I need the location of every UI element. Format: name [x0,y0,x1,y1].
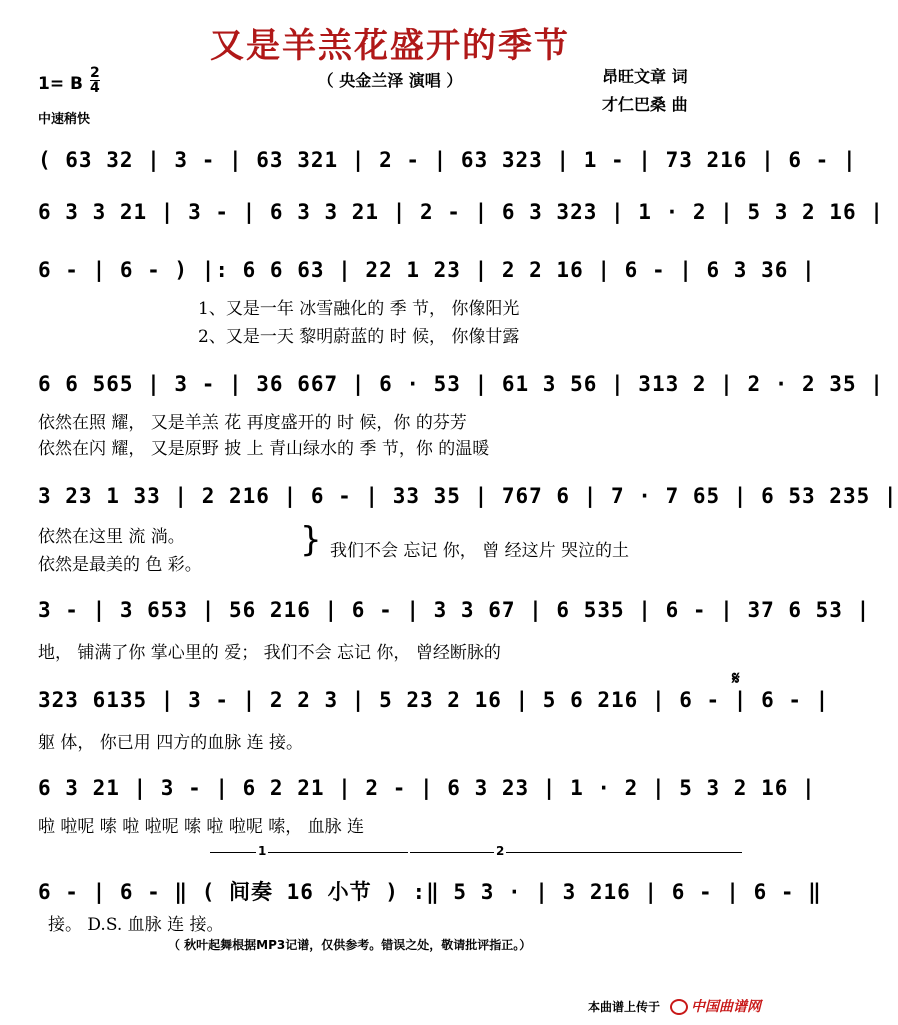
volta-1-label: 1 [258,844,267,858]
lyric-row-3-verse-2: 2、又是一天 黎明蔚蓝的 时 候， 你像甘露 [198,327,520,347]
lyric-row-9: 接。 D.S. 血脉 连 接。 [48,915,224,935]
lyricist-credit: 昂旺文章 词 [602,67,688,86]
key-signature: 1= B [38,74,83,94]
score-row-4: 6 6 565 | 3 - | 36 667 | 6 · 53 | 61 3 56 | 313 2 | 2 · 2 35 | [38,372,884,396]
song-title: 又是羊羔花盛开的季节 [210,26,570,66]
singer-credit: （ 央金兰泽 演唱 ） [317,71,463,90]
time-sig-bottom: 4 [90,80,100,96]
score-row-6: 3 - | 3 653 | 56 216 | 6 - | 3 3 67 | 6 535 | 6 - | 37 6 53 | [38,598,871,622]
lyric-row-8: 啦 啦呢 嗦 啦 啦呢 嗦 啦 啦呢 嗦， 血脉 连 [38,817,365,837]
score-row-1: ( 63 32 | 3 - | 63 321 | 2 - | 63 323 | 1 - | 73 216 | 6 - | [38,148,857,172]
lyric-row-5-verse-1: 依然在这里 流 淌。 [38,527,185,547]
volta-1-line [210,852,408,853]
transcription-note: （ 秋叶起舞根据MP3记谱，仅供参考。错误之处，敬请批评指正。） [168,938,532,952]
brace: } [300,520,322,560]
tempo-marking: 中速稍快 [38,112,91,127]
lyric-row-5-shared: 我们不会 忘记 你， 曾 经这片 哭泣的土 [330,541,630,561]
lyric-row-7: 躯 体， 你已用 四方的血脉 连 接。 [38,733,304,753]
lyric-row-6: 地， 铺满了你 掌心里的 爱； 我们不会 忘记 你， 曾经断脉的 [38,643,501,663]
volta-2-label: 2 [496,844,505,858]
score-row-8: 6 3 21 | 3 - | 6 2 21 | 2 - | 6 3 23 | 1 · 2 | 5 3 2 16 | [38,776,816,800]
logo-icon [670,999,688,1015]
site-name: 中国曲谱网 [691,999,761,1015]
score-row-9: 6 - | 6 - ‖ ( 间奏 16 小节 ) :‖ 5 3 · | 3 216 | 6 - | 6 - ‖ [38,880,822,904]
score-row-7: 323 6135 | 3 - | 2 2 3 | 5 23 2 16 | 5 6 216 | 6 - | 6 - | [38,688,830,712]
footer-upload-text: 本曲谱上传于 [588,1000,661,1014]
volta-2-line [410,852,742,853]
site-logo[interactable] [670,996,761,1016]
score-row-3: 6 - | 6 - ) |: 6 6 63 | 22 1 23 | 2 2 16 | 6 - | 6 3 36 | [38,258,816,282]
lyric-row-4-verse-1: 依然在照 耀， 又是羊羔 花 再度盛开的 时 候，你 的芬芳 [38,413,467,433]
time-sig-top: 2 [90,65,100,81]
lyric-row-3-verse-1: 1、又是一年 冰雪融化的 季 节， 你像阳光 [198,299,520,319]
score-row-5: 3 23 1 33 | 2 216 | 6 - | 33 35 | 767 6 | 7 · 7 65 | 6 53 235 | [38,484,898,508]
lyric-row-5-verse-2: 依然是最美的 色 彩。 [38,555,202,575]
segno-icon: 𝄋 [732,668,740,689]
time-signature [90,66,100,95]
score-row-2: 6 3 3 21 | 3 - | 6 3 3 21 | 2 - | 6 3 323 | 1 · 2 | 5 3 2 16 | [38,200,884,224]
lyric-row-4-verse-2: 依然在闪 耀， 又是原野 披 上 青山绿水的 季 节，你 的温暖 [38,439,490,459]
composer-credit: 才仁巴桑 曲 [602,95,688,114]
